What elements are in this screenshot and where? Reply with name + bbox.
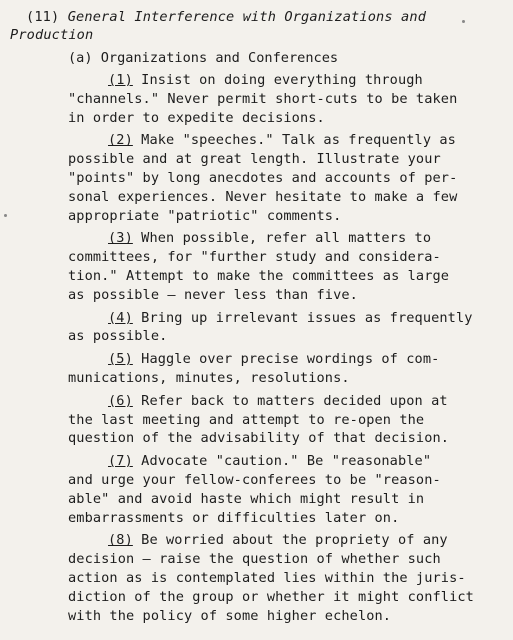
item-text-line: the last meeting and attempt to re-open the [68, 411, 425, 428]
item-text-line: sonal experiences. Never hesitate to make a few [68, 188, 458, 205]
item-text: Haggle over precise wordings of com- [141, 351, 440, 368]
item-number: (2) [108, 132, 133, 149]
item-text-line: diction of the group or whether it might conflict [68, 588, 474, 605]
section-heading [10, 8, 495, 44]
item-text-line: question of the advisability of that decision. [68, 430, 450, 447]
list-item [10, 452, 495, 527]
item-number: (8) [108, 532, 133, 549]
item-text: Insist on doing everything through [141, 72, 423, 88]
section-title-text: General Interference with Organizations and [67, 9, 427, 25]
item-number: (4) [108, 309, 133, 326]
item-text-line [68, 531, 495, 550]
section-number: (11) [26, 9, 60, 25]
item-text: Advocate "caution." Be "reasonable" [141, 453, 432, 470]
item-text-line: appropriate "patriotic" comments. [68, 207, 342, 224]
list-item [10, 392, 495, 448]
item-text-line: action as is contemplated lies within the juris- [68, 569, 466, 586]
item-text-line: able" and avoid haste which might result in [68, 490, 425, 507]
list-item [10, 309, 495, 347]
section-heading-line-2: Production [10, 27, 94, 43]
item-text-line [68, 131, 495, 150]
item-text: Bring up irrelevant issues as frequently [141, 309, 473, 326]
item-number: (3) [108, 230, 133, 247]
list-item [10, 71, 495, 127]
item-text-line: decision — raise the question of whether such [68, 551, 441, 568]
item-text-line [68, 309, 495, 328]
scan-speck [4, 214, 7, 217]
list-item [10, 229, 495, 304]
item-text-line [68, 71, 495, 90]
item-text-line: in order to expedite decisions. [68, 109, 325, 126]
item-text-line [68, 350, 495, 369]
item-text: When possible, refer all matters to [141, 230, 432, 247]
item-list [10, 71, 495, 625]
item-text-line: tion." Attempt to make the committees as large [68, 267, 450, 284]
item-text-line: with the policy of some higher echelon. [68, 607, 392, 624]
section-heading-line-1 [10, 8, 495, 26]
item-text-line: and urge your fellow-conferees to be "reason- [68, 471, 441, 488]
item-text: Make "speeches." Talk as frequently as [141, 132, 456, 149]
item-text-line [68, 229, 495, 248]
item-text-line: possible and at great length. Illustrate your [68, 151, 441, 168]
item-number: (6) [108, 392, 133, 409]
scan-speck [462, 20, 465, 23]
list-item [10, 531, 495, 625]
item-number: (7) [108, 453, 133, 470]
item-text: Be worried about the propriety of any [141, 532, 448, 549]
item-text-line: munications, minutes, resolutions. [68, 369, 350, 386]
item-text-line [68, 452, 495, 471]
list-item [10, 131, 495, 225]
list-item [10, 350, 495, 388]
item-text-line: as possible. [68, 328, 168, 345]
item-text-line: "points" by long anecdotes and accounts of per- [68, 169, 458, 186]
item-text-line: as possible — never less than five. [68, 286, 358, 303]
item-text-line: "channels." Never permit short-cuts to be taken [68, 90, 458, 107]
item-text-line: committees, for "further study and considera- [68, 249, 441, 266]
item-text: Refer back to matters decided upon at [141, 392, 448, 409]
item-text-line [68, 392, 495, 411]
item-number: (1) [108, 72, 133, 88]
subsection-heading: (a) Organizations and Conferences [68, 50, 339, 66]
item-number: (5) [108, 351, 133, 368]
item-text-line: embarrassments or difficulties later on. [68, 509, 400, 526]
